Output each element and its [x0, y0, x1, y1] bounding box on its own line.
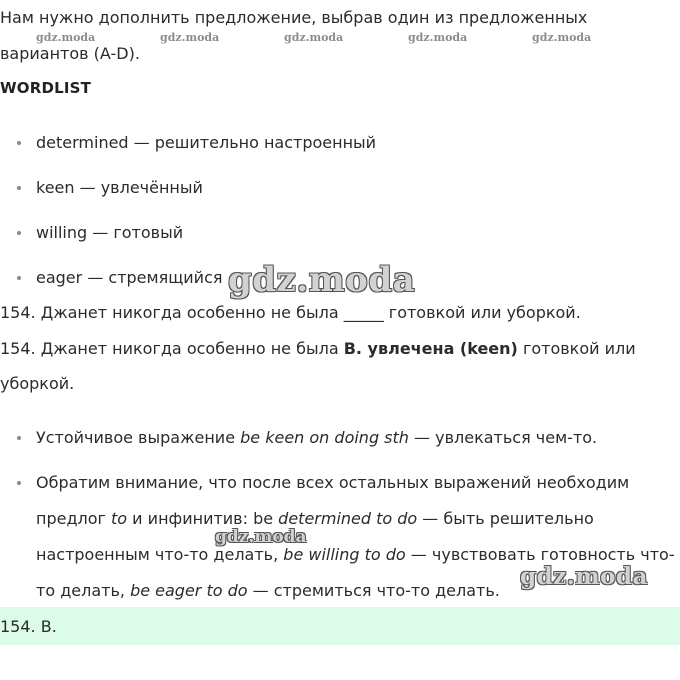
wordlist-heading: WORDLIST	[0, 79, 92, 97]
note-text: предлог	[36, 509, 112, 528]
note-text: Обратим внимание, что после всех остальных выражений необходим	[36, 473, 630, 492]
note-continuation	[36, 580, 500, 602]
answer-bar	[0, 607, 680, 645]
watermark: gdz.moda	[532, 31, 592, 44]
solution-line-1	[0, 338, 636, 360]
list-item	[36, 472, 629, 494]
note-phrase: be eager to do	[130, 581, 248, 600]
watermark: gdz.moda	[160, 31, 220, 44]
solution-answer: B. увлечена (keen)	[343, 339, 518, 358]
watermark: gdz.moda	[520, 563, 648, 590]
list-item	[36, 132, 376, 154]
wordlist-item: determined — решительно настроенный	[36, 133, 377, 152]
bullet-icon	[17, 231, 21, 235]
wordlist-item: eager — стремящийся	[36, 268, 223, 287]
answer-text: 154. B.	[0, 617, 57, 636]
note-phrase: be willing to do	[283, 545, 406, 564]
list-item	[36, 222, 183, 244]
question-text: 154. Джанет никогда особенно не была _____ готовкой или уборкой.	[0, 303, 581, 322]
note-continuation	[36, 508, 594, 530]
note-text: и инфинитив: be	[127, 509, 279, 528]
note-text: — быть решительно	[417, 509, 594, 528]
note-text: — чувствовать готовность что-	[405, 545, 675, 564]
note-phrase: be keen on doing sth	[240, 428, 409, 447]
list-item	[36, 177, 203, 199]
note-text: то делать,	[36, 581, 131, 600]
watermark: gdz.moda	[228, 260, 416, 300]
watermark: gdz.moda	[215, 527, 307, 547]
bullet-icon	[17, 436, 21, 440]
bullet-icon	[17, 141, 21, 145]
list-item	[36, 267, 223, 289]
wordlist-item: keen — увлечённый	[36, 178, 203, 197]
note-phrase: determined to do	[278, 509, 418, 528]
bullet-icon	[17, 481, 21, 485]
solution-line-2: уборкой.	[0, 374, 75, 393]
note-text: — стремиться что-то делать.	[247, 581, 500, 600]
wordlist-item: willing — готовый	[36, 223, 184, 242]
intro-line-1: Нам нужно дополнить предложение, выбрав один из предложенных	[0, 8, 588, 27]
watermark: gdz.moda	[284, 31, 344, 44]
watermark: gdz.moda	[36, 31, 96, 44]
note-text: настроенным что-то делать,	[36, 545, 284, 564]
list-item	[36, 427, 597, 449]
note-phrase: to	[111, 509, 128, 528]
note-text: Устойчивое выражение	[36, 428, 241, 447]
intro-line-2: вариантов (A-D).	[0, 44, 140, 63]
watermark: gdz.moda	[408, 31, 468, 44]
solution-suffix: готовкой или	[517, 339, 636, 358]
bullet-icon	[17, 276, 21, 280]
bullet-icon	[17, 186, 21, 190]
note-text: — увлекаться чем-то.	[408, 428, 598, 447]
solution-prefix: 154. Джанет никогда особенно не была	[0, 339, 344, 358]
